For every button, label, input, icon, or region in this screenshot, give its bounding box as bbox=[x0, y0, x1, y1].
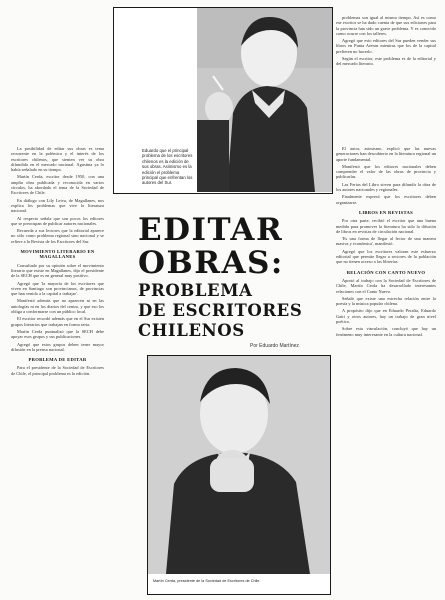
paragraph: El autor, asimismo, explicó que las nuevas generaciones han descubierto en la literatura regional un aporte fundamental. bbox=[336, 146, 436, 162]
paragraph: Señaló que existe una estrecha relación entre la poesía y la música popular chilena. bbox=[336, 295, 436, 307]
paragraph: Agregó que 'la mayoría de los escritores que viven en Santiago son provincianos, de provincias que han venido a la capital a trabajar'. bbox=[11, 280, 104, 297]
paragraph: Recuerda a sus lectores que la editorial aparece no sólo como problema regional sino nacional y se refiere a la Revista de los Escritores del Sur. bbox=[11, 228, 104, 244]
subheading-canto-nuevo: RELACIÓN CON CANTO NUEVO bbox=[346, 269, 426, 275]
author-portrait-photo-bottom bbox=[148, 356, 330, 574]
paragraph: 'Es una forma de llegar al lector de una manera masiva y económica', manifestó. bbox=[336, 236, 436, 247]
byline: Por Eduardo Martínez bbox=[250, 343, 299, 349]
headline-line-1: EDITAR bbox=[138, 212, 284, 248]
bottom-photo-caption: Martín Cerda, presidente de la Sociedad de Escritores de Chile. bbox=[153, 579, 261, 583]
paragraph: Las Ferias del Libro sirven para difundir la obra de los autores nacionales y regionales. bbox=[336, 181, 436, 193]
article-column-right-top bbox=[336, 15, 436, 69]
article-column-right bbox=[336, 146, 436, 339]
bottom-photo-frame bbox=[147, 355, 331, 595]
paragraph: Consultado por su opinión sobre el movimiento literario que existe en Magallanes, dijo el presidente de la SECH que es en general muy positivo. bbox=[11, 262, 104, 279]
paragraph: Martín Cerda puntualizó que la SECH debe apoyar esos grupos y sus publicaciones. bbox=[11, 328, 104, 340]
paragraph: Para el presidente de la Sociedad de Escritores de Chile, el principal problema es la edición. bbox=[11, 365, 104, 376]
headline-line-5: CHILENOS bbox=[138, 321, 245, 340]
author-portrait-photo-top bbox=[197, 8, 332, 192]
paragraph: Martín Cerda, escritor desde 1950, con una amplia obra publicada y reconocida en varios círculos, ha abordado el tema de la Sociedad de Escritores de Chile. bbox=[11, 174, 104, 196]
paragraph: Por otra parte, recibió el escritor que una buena medida para promover la literatura ha sido la difusión de libros en revistas de circulación nacional. bbox=[336, 218, 436, 234]
paragraph: La posibilidad de editar sus obras es tema recurrente en la polémica y el interés de los escritores chilenos, que sienten ver su obra difundida en el mercado nacional. Agustina ya lo había señalado en su tiempo. bbox=[11, 146, 104, 173]
paragraph: Aportó al trabajo con la Sociedad de Escritores de Chile, Martín Cerda ha desarrollado interesantes relaciones con el Canto Nuevo. bbox=[336, 277, 436, 294]
paragraph: El escritor recordó además que en el Sur existen grupos literarios que trabajan en forma seria. bbox=[11, 316, 104, 327]
portrait-illustration-bottom bbox=[148, 356, 330, 574]
paragraph: problemas son igual al mismo tiempo. Así es como ese escritor se ha dado cuenta de que sus ediciones para la provincia han sido un grave problema. Y es conocido como ocurre con los talleres. bbox=[336, 15, 436, 36]
headline-line-2: OBRAS: bbox=[138, 245, 284, 281]
article-column-left bbox=[11, 146, 104, 378]
top-photo-frame bbox=[113, 7, 333, 194]
headline-line-4: DE ESCRITORES bbox=[138, 301, 303, 320]
paragraph: Según el escritor, este problema es de la editorial y del mercado literario. bbox=[336, 56, 436, 67]
subheading-books-in-magazines: LIBROS EN REVISTAS bbox=[358, 209, 414, 215]
portrait-illustration-top bbox=[197, 8, 332, 192]
headline bbox=[138, 214, 338, 340]
paragraph: Manifestó que los editores nacionales deben comprender el valor de las obras de provincia y publicarlas. bbox=[336, 163, 436, 180]
paragraph: Agregó que esto editores del Sur pueden vender sus libros en Punta Arenas mientras que los de la capital prefieren no hacerlo. bbox=[336, 38, 436, 54]
paragraph: Finalmente expresó que los escritores deben organizarse. bbox=[336, 194, 436, 205]
paragraph: Sobre esta vinculación, concluyó que hay un fenómeno muy interesante en la cultura nacional. bbox=[336, 326, 436, 337]
subheading-literary-movement: MOVIMIENTO LITERARIO EN MAGALLANES bbox=[20, 249, 95, 260]
paragraph: Agregó que los escritores valoran este esfuerzo editorial que permite llegar a sectores de la población que no tienen acceso a las librerías. bbox=[336, 248, 436, 265]
headline-line-3: PROBLEMA bbox=[138, 281, 253, 300]
paragraph: En diálogo con Lily Leiva, de Magallanes, nos explica los problemas que vive la literatura nacional. bbox=[11, 197, 104, 214]
paragraph: A propósito dijo que en Eduardo Peralta, Eduardo Gatti y otros autores, hay un trabajo de gran nivel poético. bbox=[336, 308, 436, 325]
top-photo-caption: Eduardo que el principal problema de los escritores chilenos es la edición de sus obras. Asimismo es la edición el problema principal que enfrentan los autores del Sur. bbox=[142, 148, 193, 186]
paragraph: Al respecto señala que son pocos los editores que se preocupan de publicar autores nacionales. bbox=[11, 215, 104, 226]
paragraph: Agregó que estos grupos deben tener mayor difusión en la prensa nacional. bbox=[11, 341, 104, 352]
paragraph: Manifestó además que no aparecen ni en las antologías ni en los diarios del centro, y que eso los obliga a conformarse con un público local. bbox=[11, 298, 104, 315]
subheading-editing-problem: PROBLEMA DE EDITAR bbox=[28, 357, 87, 363]
